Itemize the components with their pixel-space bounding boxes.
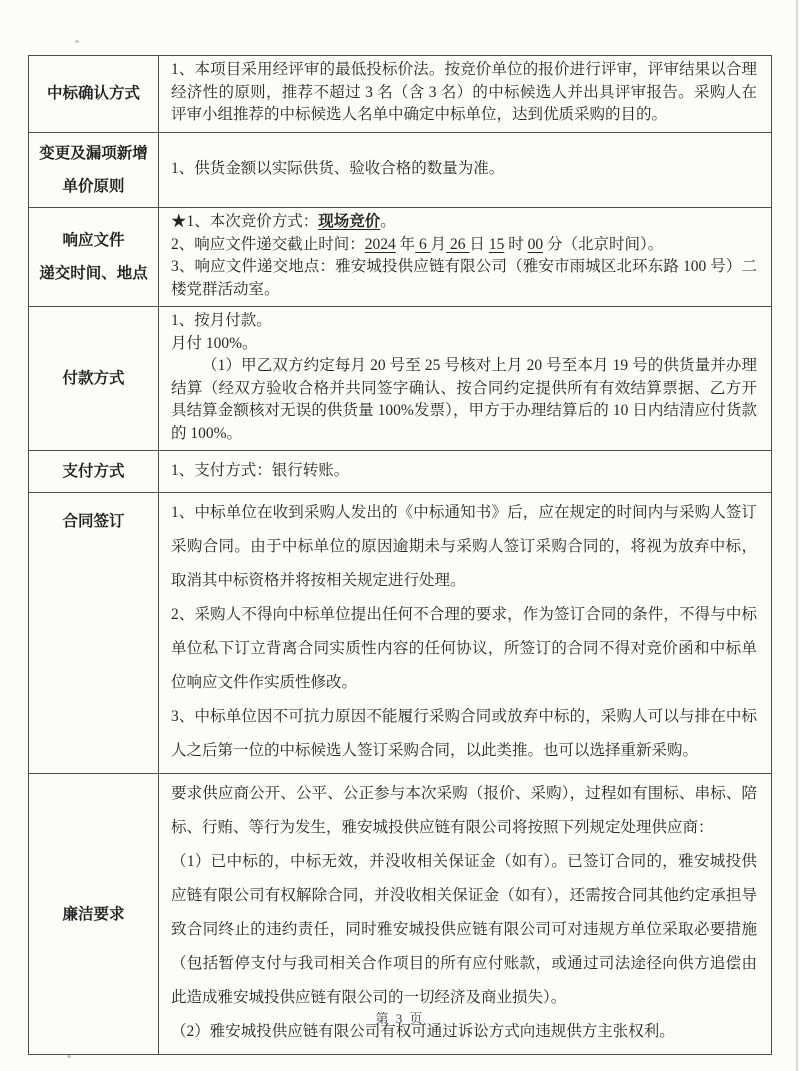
- paragraph: [171, 211, 757, 234]
- table-row-payment-method: [29, 451, 772, 493]
- row-content-payment-method: [159, 451, 772, 493]
- text-segment: 26: [446, 235, 470, 253]
- text-segment: （1）甲乙双方约定每月 20 号至 25 号核对上月 20 号至本月 19 号的供货量并办理结算（经双方验收合格并共同签字确认、按合同约定提供所有有效结算票据、乙方开具结算金额核对无误的供货量 100%发票），甲方于办理结算后的 10 日内结清应付货款的 100%。: [171, 357, 757, 442]
- text-segment: 月付 100%。: [171, 334, 258, 352]
- table-row-response-document-submission: [29, 208, 772, 307]
- table-row-payment-terms: [29, 307, 772, 451]
- paragraph: [171, 845, 757, 1015]
- row-label-line: 支付方式: [62, 463, 125, 481]
- row-content-award-confirmation: [159, 56, 772, 133]
- row-label-line: 响应文件: [62, 231, 125, 249]
- text-segment: 1、本项目采用经评审的最低投标价法。按竞价单位的报价进行评审，评审结果以合理经济性的原则，推荐不超过 3 名（含 3 名）的中标候选人并出具评审报告。采购人在评审小组推荐的中标候选人名单中确定中标单位，达到优质采购的目的。: [171, 61, 757, 123]
- table-row-award-confirmation: [29, 56, 772, 133]
- paragraph: [171, 234, 757, 257]
- text-segment: 。: [380, 213, 396, 231]
- scan-speck: [75, 40, 79, 43]
- paragraph: [171, 460, 757, 483]
- text-segment: 日: [469, 235, 489, 253]
- row-label-line: 付款方式: [62, 369, 125, 387]
- table-row-contract-signing: [29, 493, 772, 774]
- text-segment: 要求供应商公开、公平、公正参与本次采购（报价、采购），过程如有围标、串标、陪标、行贿、等行为发生，雅安城投供应链有限公司将按照下列规定处理供应商：: [171, 785, 757, 837]
- text-segment: 1、支付方式：银行转账。: [171, 461, 350, 479]
- paragraph: [171, 310, 757, 333]
- row-content-contract-signing: [159, 493, 772, 774]
- text-segment: 1、按月付款。: [171, 312, 272, 330]
- row-label-line: 递交时间、地点: [39, 265, 148, 283]
- row-label-line: 中标确认方式: [46, 85, 140, 103]
- text-segment: （2）雅安城投供应链有限公司有权可通过诉讼方式向违规供方主张权利。: [171, 1023, 675, 1041]
- row-label-response-document-submission: [29, 208, 159, 307]
- text-segment: （1）已中标的，中标无效，并没收相关保证金（如有）。已签订合同的，雅安城投供应链有限公司有权解除合同，并没收相关保证金（如有），还需按合同其他约定承担导致合同终止的违约责任，同时雅安城投供应链有限公司可对违规方单位采取必要措施（包括暂停支付与我司相关合作项目的所有应付账款，或通过司法途径向供方追偿由此造成雅安城投供应链有限公司的一切经济及商业损失）。: [171, 853, 757, 1007]
- row-label-contract-signing: [29, 493, 159, 774]
- row-label-line: 单价原则: [62, 177, 125, 195]
- text-segment: 3、中标单位因不可抗力原因不能履行采购合同或放弃中标的，采购人可以与排在中标人之后第一位的中标候选人签订采购合同，以此类推。也可以选择重新采购。: [171, 708, 757, 760]
- paragraph: [171, 700, 757, 768]
- row-content-response-document-submission: [159, 208, 772, 307]
- paragraph: [171, 59, 757, 127]
- text-segment: 现场竞价: [318, 213, 381, 231]
- row-label-line: 廉洁要求: [62, 905, 125, 923]
- row-label-change-and-omission-pricing: [29, 132, 159, 208]
- procurement-terms-table: [28, 55, 772, 1055]
- text-segment: 年: [395, 235, 416, 253]
- table-row-change-and-omission-pricing: [29, 132, 772, 208]
- text-segment: 3、响应文件递交地点：雅安城投供应链有限公司（雅安市雨城区北环东路 100 号）二楼党群活动室。: [171, 258, 757, 298]
- text-segment: 2024: [364, 235, 396, 253]
- scan-edge-shadow: [796, 0, 798, 1071]
- text-segment: 15: [488, 235, 505, 253]
- page-number: 第 3 页: [375, 1011, 425, 1026]
- table-body: [29, 56, 772, 1055]
- text-segment: 分（北京时间）。: [543, 235, 664, 253]
- text-segment: 6: [415, 235, 431, 253]
- paragraph: [171, 355, 757, 445]
- paragraph: [171, 158, 757, 181]
- row-content-change-and-omission-pricing: [159, 132, 772, 208]
- text-segment: 2、采购人不得向中标单位提出任何不合理的要求，作为签订合同的条件，不得与中标单位私下订立背离合同实质性内容的任何协议，所签订的合同不得对竞价函和中标单位响应文件作实质性修改。: [171, 606, 757, 692]
- row-label-payment-terms: [29, 307, 159, 451]
- paragraph: [171, 333, 757, 356]
- paragraph: [171, 777, 757, 845]
- text-segment: 1、中标单位在收到采购人发出的《中标通知书》后，应在规定的时间内与采购人签订采购合同。由于中标单位的原因逾期未与采购人签订采购合同的，将视为放弃中标，取消其中标资格并将按相关规定进行处理。: [171, 504, 757, 590]
- row-content-payment-terms: [159, 307, 772, 451]
- text-segment: 时: [504, 235, 528, 253]
- row-label-payment-method: [29, 451, 159, 493]
- text-segment: 月: [430, 235, 447, 253]
- text-segment: 2、响应文件递交截止时间：: [171, 235, 365, 253]
- paragraph: [171, 256, 757, 301]
- scan-speck: [67, 1055, 71, 1058]
- text-segment: 00: [527, 235, 544, 253]
- paragraph: [171, 598, 757, 700]
- text-segment: ★1、本次竞价方式：: [171, 213, 319, 231]
- row-label-award-confirmation: [29, 56, 159, 133]
- text-segment: 1、供货金额以实际供货、验收合格的数量为准。: [171, 159, 505, 177]
- row-label-line: 变更及漏项新增: [39, 144, 148, 162]
- paragraph: [171, 496, 757, 598]
- row-label-line: 合同签订: [62, 513, 125, 531]
